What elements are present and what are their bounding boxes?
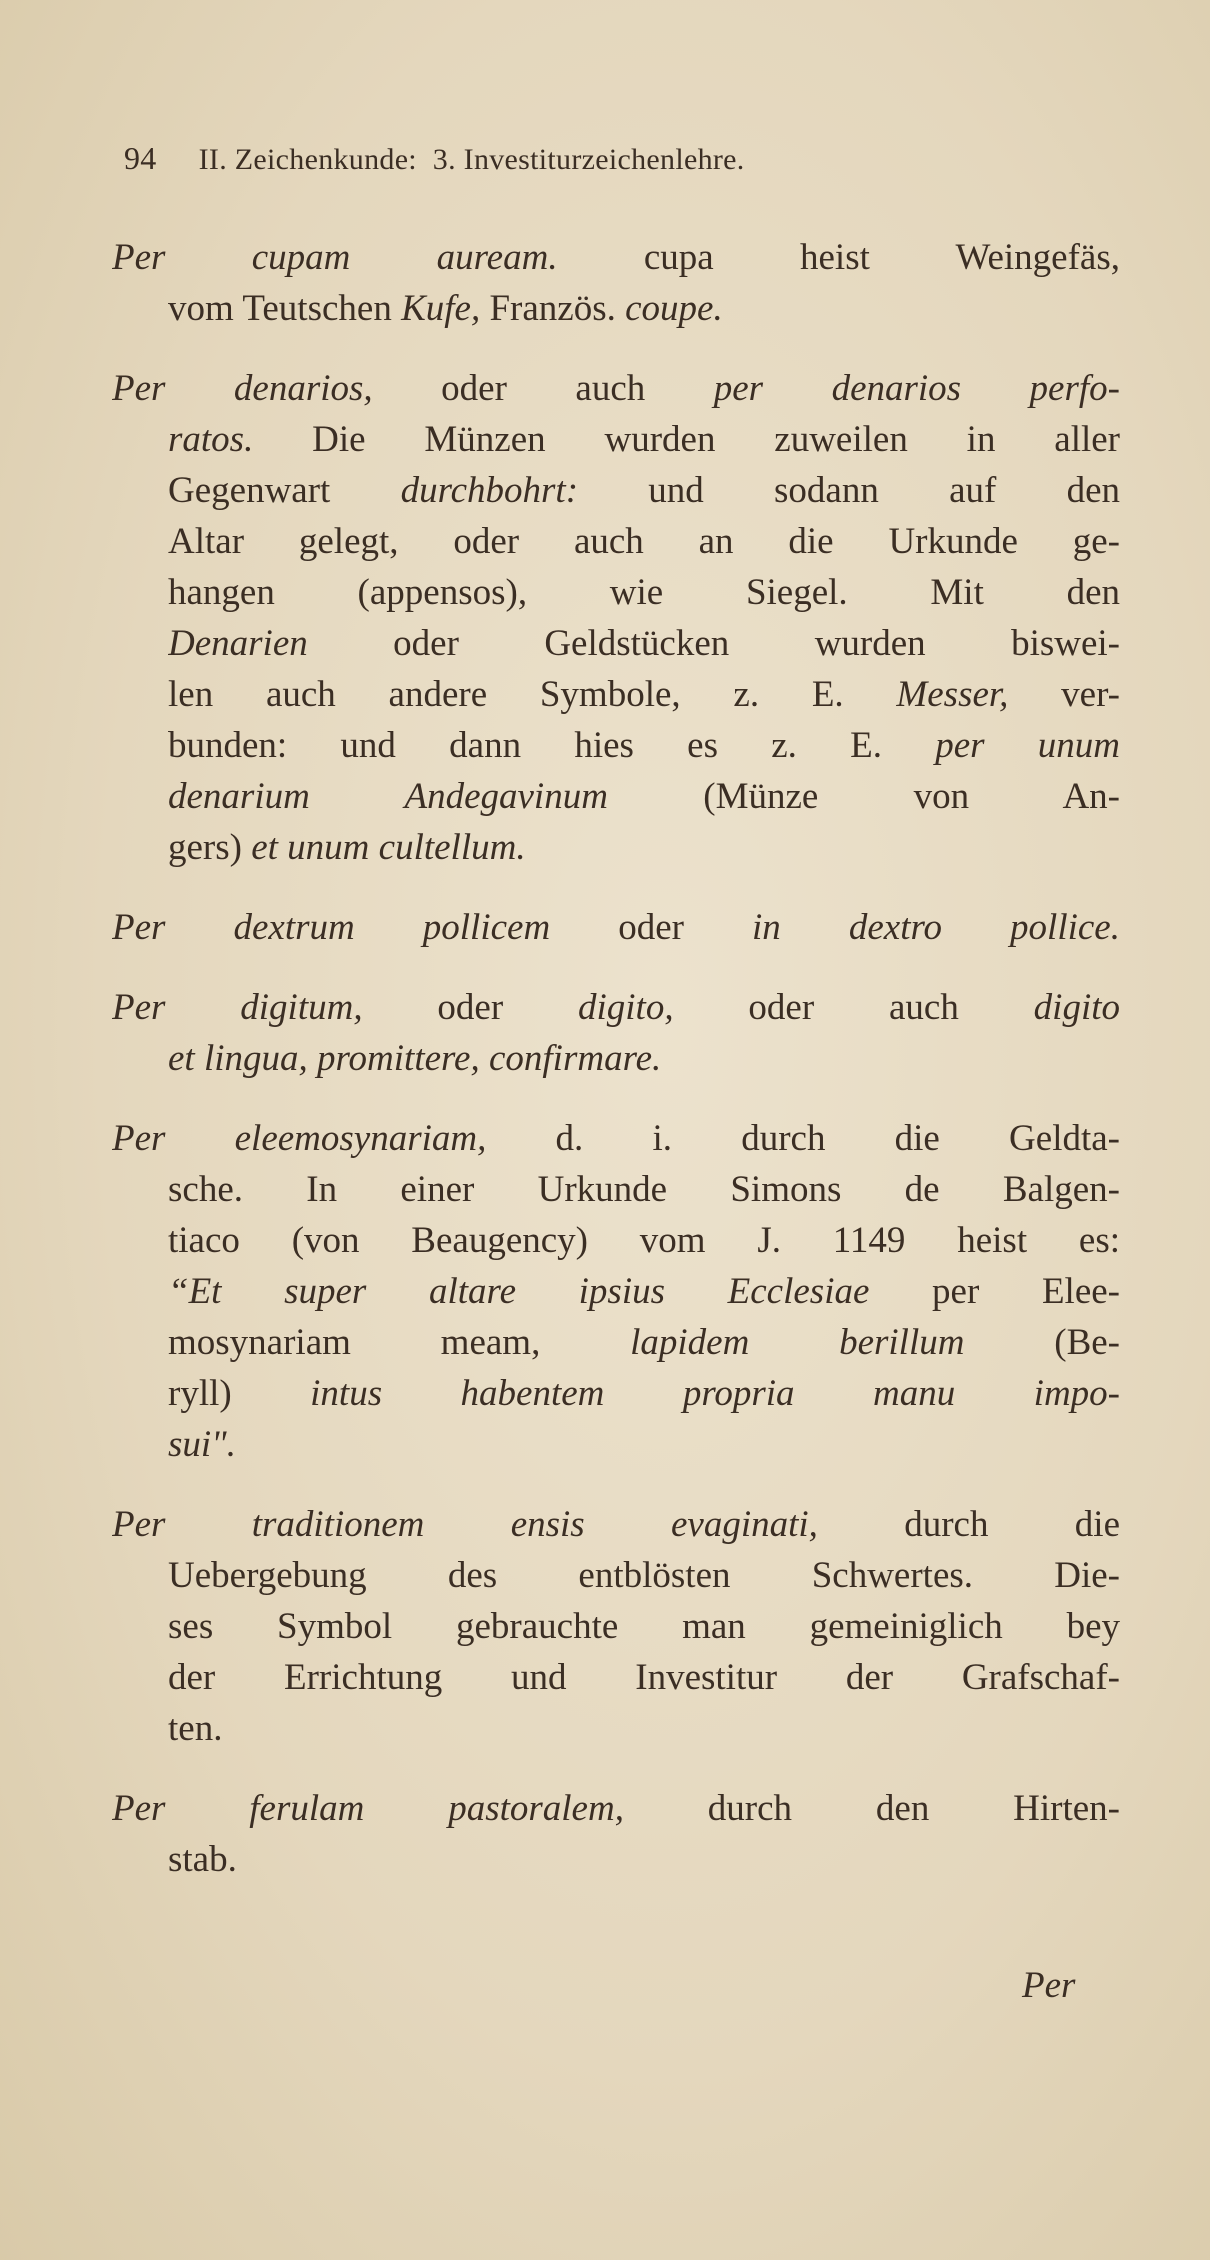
italic-term: Per ferulam pastoralem, [112, 1788, 624, 1829]
text-segment: mosynariam meam, [168, 1322, 631, 1363]
text-segment: len auch andere Symbole, z. E. [168, 674, 897, 715]
text-line [168, 669, 1120, 720]
text-segment: cupa heist Weingefäs, [557, 237, 1120, 278]
text-line [168, 1164, 1120, 1215]
italic-term: durchbohrt: [400, 470, 579, 511]
italic-term: Kufe, [401, 288, 481, 329]
italic-term: intus habentem propria manu impo- [310, 1373, 1120, 1414]
text-line [168, 1317, 1120, 1368]
text-line [112, 232, 1120, 283]
text-line [168, 1834, 1120, 1885]
text-line [168, 567, 1120, 618]
text-line [168, 414, 1120, 465]
text-segment: gers) [168, 827, 252, 868]
text-segment: und sodann auf den [578, 470, 1120, 511]
text-line [168, 516, 1120, 567]
text-line [112, 363, 1120, 414]
text-segment: Die Münzen wurden zuweilen in aller [253, 419, 1120, 460]
glossary-entry [112, 232, 1120, 334]
text-segment: ten. [168, 1708, 223, 1749]
text-segment: Altar gelegt, oder auch an die Urkunde ge- [168, 521, 1120, 562]
text-segment: (Münze von An- [607, 776, 1120, 817]
italic-term: Per digitum, [112, 987, 363, 1028]
text-line [168, 1703, 1120, 1754]
text-segment: oder [550, 907, 753, 948]
glossary-entry [112, 1113, 1120, 1470]
italic-term: et unum cultellum. [251, 827, 526, 868]
text-line [168, 283, 1120, 334]
italic-term: Per cupam auream. [112, 237, 558, 278]
text-line [112, 902, 1120, 953]
text-segment: Uebergebung des entblösten Schwertes. Die- [168, 1555, 1120, 1596]
italic-term: ratos. [168, 419, 254, 460]
italic-term: Per denarios, [112, 368, 373, 409]
page-number: 94 [124, 140, 157, 176]
text-line [168, 1550, 1120, 1601]
text-line [168, 1419, 1120, 1470]
italic-term: Per traditionem ensis evaginati, [112, 1504, 818, 1545]
italic-term: per unum [935, 725, 1120, 766]
text-segment: vom Teutschen [168, 288, 402, 329]
text-segment: oder auch [673, 987, 1034, 1028]
text-segment: stab. [168, 1839, 237, 1880]
catchword: Per [1022, 1965, 1076, 2006]
page-body [112, 232, 1120, 1914]
text-segment: durch die [817, 1504, 1120, 1545]
italic-term: coupe. [625, 288, 723, 329]
italic-term: “Et super altare ipsius Ecclesiae [168, 1271, 870, 1312]
italic-term: sui". [168, 1424, 236, 1465]
italic-term: Per dextrum pollicem [112, 907, 551, 948]
text-line [112, 982, 1120, 1033]
text-segment: Französ. [480, 288, 626, 329]
text-segment: ses Symbol gebrauchte man gemeiniglich bey [168, 1606, 1120, 1647]
text-segment: tiaco (von Beaugency) vom J. 1149 heist es: [168, 1220, 1120, 1261]
italic-term: denarium Andegavinum [168, 776, 608, 817]
italic-term: per denarios perfo- [713, 368, 1120, 409]
italic-term: in dextro pollice. [752, 907, 1120, 948]
text-line [168, 1215, 1120, 1266]
text-segment: d. i. durch die Geldta- [486, 1118, 1120, 1159]
glossary-entry [112, 902, 1120, 953]
running-header [124, 140, 745, 177]
italic-term: Per eleemosynariam, [112, 1118, 487, 1159]
glossary-entry [112, 982, 1120, 1084]
text-segment: hangen (appensos), wie Siegel. Mit den [168, 572, 1120, 613]
text-line [168, 465, 1120, 516]
glossary-entry [112, 363, 1120, 873]
text-segment: ver- [1008, 674, 1120, 715]
text-segment: ryll) [168, 1373, 311, 1414]
text-line [168, 1601, 1120, 1652]
text-line [168, 1266, 1120, 1317]
italic-term: Denarien [168, 623, 308, 664]
text-segment: Gegenwart [168, 470, 401, 511]
text-line [168, 1652, 1120, 1703]
text-line [168, 618, 1120, 669]
text-line [112, 1113, 1120, 1164]
italic-term: Messer, [896, 674, 1009, 715]
text-line [112, 1499, 1120, 1550]
text-segment: durch den Hirten- [623, 1788, 1120, 1829]
text-segment: der Errichtung und Investitur der Grafschaf- [168, 1657, 1120, 1698]
text-line [168, 1033, 1120, 1084]
italic-term: et lingua, promittere, confirmare. [168, 1038, 662, 1079]
text-segment: (Be- [964, 1322, 1120, 1363]
text-line [168, 822, 1120, 873]
text-segment: bunden: und dann hies es z. E. [168, 725, 936, 766]
text-segment: oder Geldstücken wurden biswei- [307, 623, 1120, 664]
header-subsection: 3. Investiturzeichenlehre. [432, 143, 745, 176]
glossary-entry [112, 1783, 1120, 1885]
text-line [168, 720, 1120, 771]
text-segment: oder auch [372, 368, 714, 409]
header-section: II. Zeichenkunde: [198, 143, 417, 176]
glossary-entry [112, 1499, 1120, 1754]
text-line [168, 1368, 1120, 1419]
italic-term: lapidem berillum [630, 1322, 965, 1363]
text-segment: oder [362, 987, 578, 1028]
text-line [168, 771, 1120, 822]
italic-term: digito [1033, 987, 1120, 1028]
text-segment: per Elee- [869, 1271, 1120, 1312]
text-line [112, 1783, 1120, 1834]
italic-term: digito, [577, 987, 674, 1028]
text-segment: sche. In einer Urkunde Simons de Balgen- [168, 1169, 1120, 1210]
